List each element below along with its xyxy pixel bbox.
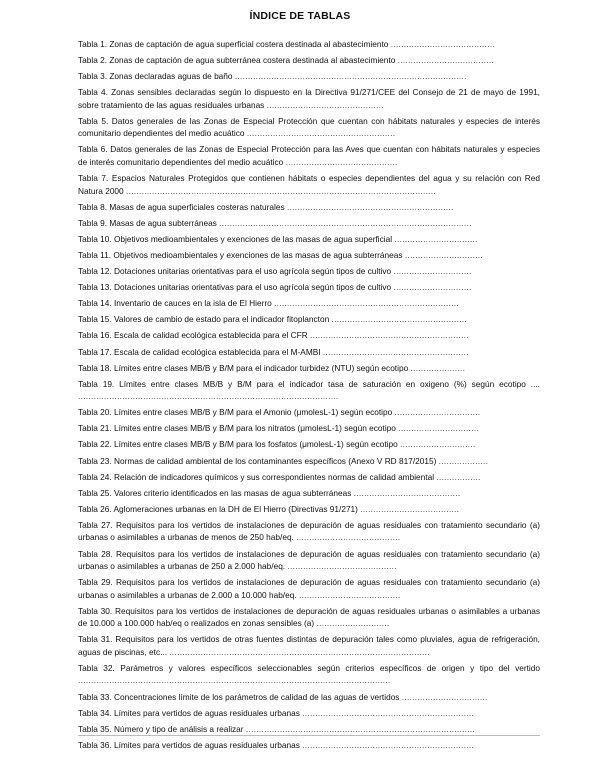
toc-entry[interactable] [78,54,540,67]
toc-entry[interactable] [78,576,540,601]
toc-entry[interactable] [78,503,540,516]
toc-entry-title: Tabla 27. Requisitos para los vertidos de instalaciones de depuración de aguas residuales con tratamiento secundario (a) urbanas o asimilables a urbanas de menos de 250 hab/eq. [78,519,540,543]
toc-leader-dots: .............................. [393,282,472,293]
toc-entry[interactable] [78,378,540,403]
toc-leader-dots: ................................ [394,233,478,244]
toc-leader-dots: ........................................... [285,156,398,167]
toc-entry[interactable] [78,438,540,451]
toc-leader-dots: ............................................................. [310,330,469,341]
toc-entry-title: Tabla 28. Requisitos para los vertidos de instalaciones de depuración de aguas residuales con tratamiento secundario (a) urbanas o asimilables a urbanas de 250 a 2.000 hab/eq. [78,548,540,572]
toc-entry[interactable] [78,707,540,720]
toc-leader-dots: ........................................ [296,532,401,543]
toc-leader-dots: .............................. [393,266,472,277]
toc-entry-title: Tabla 19. Límites entre clases MB/B y B/M para el indicador tasa de saturación en oxigeno (%) según ecotipo .... [78,378,540,389]
toc-leader-dots: ....................................................................................................................... [125,185,436,196]
toc-entry-title: Tabla 8. Masas de agua superficiales costeras naturales [78,201,285,212]
footer-divider [78,735,540,736]
toc-entry-title: Tabla 22. Límites entre clases MB/B y B/M para los fosfatos (μmolesL-1) según ecotipo [78,439,398,450]
toc-leader-dots: ................................. [401,691,488,702]
toc-entry[interactable] [78,723,540,736]
toc-leader-dots: .................................................... [331,314,468,325]
toc-entry[interactable] [78,249,540,262]
toc-entry[interactable] [78,605,540,630]
toc-leader-dots: ................................................................ [286,201,454,212]
toc-entry-title: Tabla 13. Dotaciones unitarias orientativas para el uso agrícola según tipos de cultivo [78,282,392,293]
toc-entry[interactable] [78,313,540,326]
toc-entry-title: Tabla 30. Requisitos para los vertidos de instalaciones de depuración de aguas residuales urbanas o asimilables a urbanas de 10.000 a 100.000 hab/eq o realizados en zonas sensibles (a) [78,605,540,629]
toc-entry-title: Tabla 2. Zonas de captación de agua subterránea costera destinada al abastecimiento [78,55,396,66]
toc-entry-title: Tabla 24. Relación de indicadores químicos y sus correspondientes normas de calidad ambiental [78,471,435,482]
toc-entry[interactable] [78,115,540,140]
toc-leader-dots: ............................... [398,423,479,434]
toc-entry[interactable] [78,739,540,752]
toc-entry-title: Tabla 14. Inventario de cauces en la isla de El Hierro [78,298,272,309]
toc-entry-title: Tabla 4. Zonas sensibles declaradas según lo dispuesto en la Directiva 91/271/CEE del Consejo de 21 de mayo de 1991, sobre tratamiento de las aguas residuales urbanas [78,87,540,110]
toc-entry[interactable] [78,406,540,419]
toc-entry[interactable] [78,201,540,214]
toc-leader-dots: .................................................................. [302,739,475,750]
toc-entry-title: Tabla 7. Espacios Naturales Protegidos que contienen hábitats o especies dependientes del agua y su relación con Red Natura 2000 [78,173,540,196]
toc-entry[interactable] [78,487,540,500]
toc-leader-dots: ........................................................ [322,346,469,357]
toc-leader-dots: ................. [436,471,481,482]
toc-entry-title: Tabla 18. Límites entre clases MB/B y B/M para el indicador turbidez (NTU) según ecotipo [78,362,409,373]
toc-entry[interactable] [78,422,540,435]
toc-leader-dots: ..................................... [397,55,495,66]
toc-leader-dots: .................................................................. [302,707,475,718]
toc-entry[interactable] [78,86,540,111]
toc-entry-title: Tabla 36. Límites para vertidos de aguas residuales urbanas [78,739,300,750]
toc-entry[interactable] [78,281,540,294]
toc-leader-dots: ..................... [410,362,466,373]
toc-entry-title: Tabla 12. Dotaciones unitarias orientativas para el uso agrícola según tipos de cultivo [78,266,392,277]
toc-entry-title: Tabla 32. Parámetros y valores específicos seleccionables según criterios específicos de origen y tipo del vertido [78,662,540,673]
toc-leader-dots: ...................................... [360,503,460,514]
toc-entry-title: Tabla 26. Aglomeraciones urbanas en la DH de El Hierro (Directivas 91/271) [78,503,358,514]
toc-leader-dots: ................................................................................................. [219,217,472,228]
toc-entry[interactable] [78,346,540,359]
toc-leader-dots: ................... [438,455,489,466]
toc-leader-dots: .......................................... [287,561,397,572]
toc-entry-title: Tabla 21. Límites entre clases MB/B y B/M para los nitratos (μmolesL-1) según ecotipo [78,423,396,434]
toc-entry-title: Tabla 20. Límites entre clases MB/B y B/M para el Amonio (μmolesL-1) según ecotipo [78,407,393,418]
toc-entry-title: Tabla 10. Objetivos medioambientales y exenciones de las masas de agua superficial [78,233,393,244]
toc-leader-dots: ....................................... [298,589,401,600]
toc-entry[interactable] [78,455,540,468]
toc-entry[interactable] [78,217,540,230]
toc-leader-dots: ............................. [400,439,476,450]
page-title: ÍNDICE DE TABLAS [249,10,351,22]
toc-leader-dots: ............................ [316,618,390,629]
toc-entry-title: Tabla 34. Límites para vertidos de aguas residuales urbanas [78,707,300,718]
toc-entry[interactable] [78,548,540,573]
toc-entry[interactable] [78,172,540,197]
toc-entry-title: Tabla 33. Concentraciones límite de los parámetros de calidad de las aguas de vertidos [78,691,400,702]
toc-entry-title: Tabla 6. Datos generales de las Zonas de Especial Protección para las Aves que cuentan con hábitats naturales y especies de interés comunitario dependientes del medio acuático [78,144,540,167]
toc-entry[interactable] [78,471,540,484]
toc-entry[interactable] [78,297,540,310]
toc-entry-title: Tabla 17. Escala de calidad ecológica establecida para el M-AMBI [78,346,321,357]
toc-entry[interactable] [78,70,540,83]
toc-leader-dots: ............................................. [266,99,384,110]
toc-entry[interactable] [78,233,540,246]
toc-leader-dots: ........................................................................................ [245,723,476,734]
toc-leader-dots: ......................................................... [246,128,396,139]
toc-entry-title: Tabla 31. Requisitos para los vertidos de otras fuentes distintas de depuración tales como pluviales, agua de refrigeración, aguas de piscinas, etc... [78,634,540,657]
toc-entry[interactable] [78,362,540,375]
toc-entry-title: Tabla 29. Requisitos para los vertidos de instalaciones de depuración de aguas residuales con tratamiento secundario (a) urbanas o asimilables a urbanas de 2.000 a 10.000 hab/eq. [78,577,540,600]
toc-entry[interactable] [78,329,540,342]
toc-leader-dots: .................................................................................................... [78,391,339,402]
toc-entry-title: Tabla 3. Zonas declaradas aguas de baño [78,71,233,82]
toc-leader-dots: ................................. [394,407,481,418]
toc-leader-dots: ....................................................................... [274,298,459,309]
toc-entry[interactable] [78,691,540,704]
toc-entry[interactable] [78,265,540,278]
toc-entry[interactable] [78,662,540,687]
toc-entry-title: Tabla 16. Escala de calidad ecológica establecida para el CFR [78,330,308,341]
toc-entry-title: Tabla 23. Normas de calidad ambiental de los contaminantes específicos (Anexo V RD 817/2015) [78,455,437,466]
toc-entry-title: Tabla 15. Valores de cambio de estado para el indicador fitoplancton [78,314,330,325]
toc-leader-dots: .................................................................................................... [169,646,430,657]
toc-entry-title: Tabla 25. Valores criterio identificados en las masas de agua subterráneas [78,487,352,498]
toc-entry-title: Tabla 11. Objetivos medioambientales y exenciones de las masas de agua subterráneas [78,249,403,260]
toc-leader-dots: ......................................... [353,487,461,498]
toc-entry[interactable] [78,143,540,168]
toc-entry-title: Tabla 5. Datos generales de las Zonas de Especial Protección que cuentan con hábitats naturales y especies de interés comunitario dependientes del medio acuático [78,115,540,139]
toc-leader-dots: .............................. [404,249,484,260]
toc-leader-dots: ......................................................................................... [234,71,467,82]
toc-leader-dots: ........................................ [390,39,495,49]
toc-entry-title: Tabla 9. Masas de agua subterráneas [78,217,217,228]
toc-entry-title: Tabla 35. Número y tipo de análisis a realizar [78,723,244,734]
toc-entry-title: Tabla 1. Zonas de captación de agua superficial costera destinada al abastecimiento [78,39,389,49]
table-of-tables-list [78,38,540,755]
toc-entry[interactable] [78,519,540,544]
toc-entry[interactable] [78,633,540,658]
toc-leader-dots: ........................................................................................................................ [78,675,391,686]
toc-entry[interactable] [78,38,540,51]
